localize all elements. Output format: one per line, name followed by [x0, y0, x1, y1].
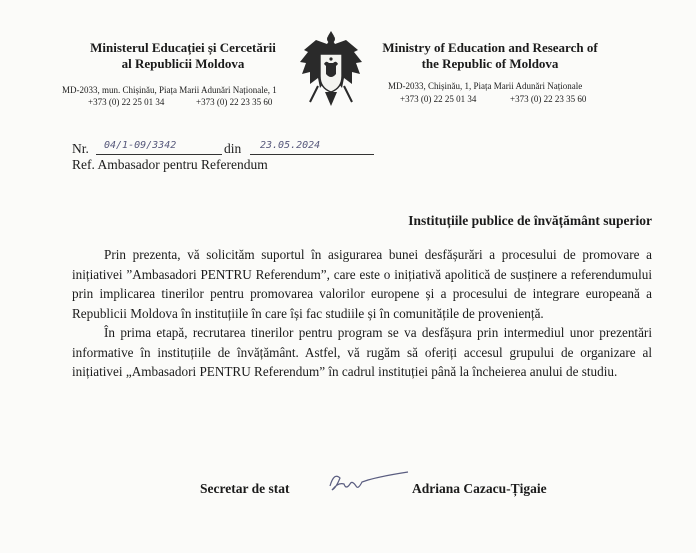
body-paragraph-2: În prima etapă, recrutarea tinerilor pentru program se va desfășura prin intermediul unor prezentări informative în instituțiile de învățământ. Astfel, vă rugăm să oferiți accesul grupului de organizare al inițiativei „Ambasadori PENTRU Referendum” în cadrul instituției până la încheierea anului de studiu.	[72, 325, 652, 379]
header-right-title-line2: the Republic of Moldova	[421, 56, 559, 71]
signature-name: Adriana Cazacu-Țigaie	[412, 481, 547, 496]
header-right-phone2: +373 (0) 22 23 35 60	[510, 94, 587, 104]
header-right-phone1: +373 (0) 22 25 01 34	[400, 94, 477, 104]
nr-underline	[96, 154, 222, 155]
header-right-title-line1: Ministry of Education and Research of	[382, 40, 598, 55]
nr-label: Nr.	[72, 141, 89, 156]
ref-line: Ref. Ambasador pentru Referendum	[72, 157, 268, 172]
body-text	[72, 245, 652, 382]
nr-value: 04/1-09/3342	[104, 140, 177, 151]
header-left-phone2: +373 (0) 22 23 35 60	[196, 97, 273, 107]
addressee: Instituțiile publice de învățământ superior	[408, 213, 652, 228]
coat-of-arms-icon	[296, 28, 366, 112]
header-right-address: MD-2033, Chișinău, 1, Piața Marii Adunări Naționale	[388, 81, 583, 91]
handwritten-signature	[322, 468, 412, 498]
header-left-phone1: +373 (0) 22 25 01 34	[88, 97, 165, 107]
date-value: 23.05.2024	[260, 140, 321, 151]
header-left-title-line1: Ministerul Educației și Cercetării	[90, 40, 276, 55]
header-left-address: MD-2033, mun. Chișinău, Piața Marii Adunări Naționale, 1	[62, 85, 277, 95]
din-label: din	[224, 141, 242, 156]
header-left-title-line2: al Republicii Moldova	[121, 56, 245, 71]
body-paragraph-1: Prin prezenta, vă solicităm suportul în asigurarea bunei desfășurări a procesului de promovare a inițiativei ”Ambasadori PENTRU Referendum”, care este o inițiativă apolitică de susținere a referendumului prin implicarea tinerilor pentru promovarea valorilor europene și a procesului de integrare europeană a Republicii Moldova în instituțiile în care își fac studiile și în comunitățile de proveniență.	[72, 247, 652, 321]
date-underline	[250, 154, 374, 155]
signature-role: Secretar de stat	[200, 481, 290, 496]
